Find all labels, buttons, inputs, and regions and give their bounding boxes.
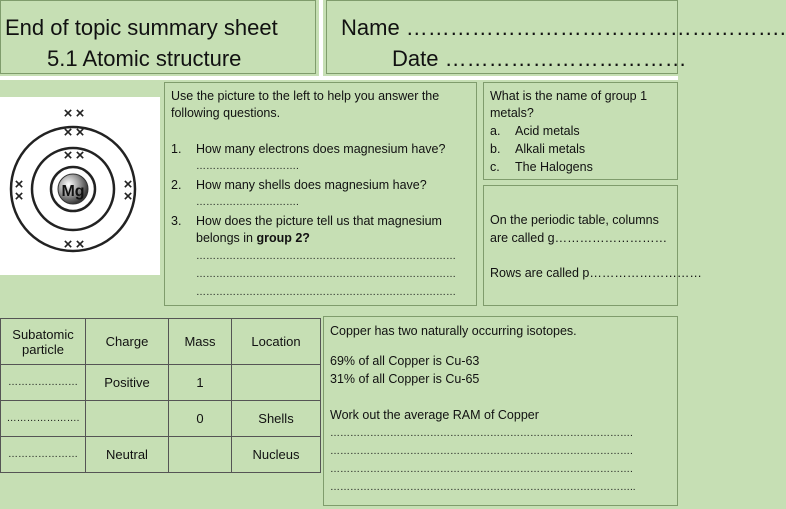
- atom-svg: [0, 97, 160, 275]
- electron: ×: [75, 105, 85, 122]
- cell-mass: 1: [169, 365, 232, 401]
- copper-isotopes-box: [323, 316, 678, 506]
- option-c-letter: c.: [490, 160, 500, 174]
- table-header-row: [1, 319, 321, 365]
- electron: ×: [63, 147, 73, 164]
- subatomic-particle-table: [0, 318, 321, 473]
- electron: ×: [63, 236, 73, 253]
- columns-question-line1: On the periodic table, columns: [490, 213, 659, 227]
- header-label: Subatomic particle: [12, 326, 74, 357]
- electron: ×: [123, 188, 133, 205]
- q2-text: How many shells does magnesium have?: [196, 178, 427, 192]
- questions-intro-line1: Use the picture to the left to help you answer the: [171, 89, 440, 103]
- cell-mass: 0: [169, 401, 232, 437]
- copper-answer-line[interactable]: ……………………………………………………………………………….: [330, 428, 633, 439]
- cell-location: Shells: [232, 401, 321, 437]
- periodic-table-box: [483, 185, 702, 306]
- title-box: [0, 0, 316, 74]
- header-location: Location: [232, 319, 321, 365]
- electron: ×: [75, 147, 85, 164]
- cell-charge: Neutral: [86, 437, 169, 473]
- table-row: [1, 437, 321, 473]
- option-c-text[interactable]: The Halogens: [515, 160, 593, 174]
- q1-answer-line[interactable]: ………………………….: [196, 161, 299, 172]
- questions-intro-line2: following questions.: [171, 106, 281, 120]
- cell-mass[interactable]: [169, 437, 232, 473]
- copper-isotope-1: 69% of all Copper is Cu-63: [330, 354, 480, 368]
- separator-top: [0, 76, 678, 80]
- name-date-box: [326, 0, 786, 74]
- nucleus-label: Mg: [61, 183, 85, 200]
- q1-text: How many electrons does magnesium have?: [196, 142, 446, 156]
- electron: ×: [63, 105, 73, 122]
- cell-charge[interactable]: [86, 401, 169, 437]
- q2-answer-line[interactable]: ………………………….: [196, 197, 299, 208]
- cell-particle[interactable]: …………………: [1, 365, 86, 401]
- copper-isotope-2: 31% of all Copper is Cu-65: [330, 372, 480, 386]
- copper-answer-line[interactable]: ……………………………………………………………………………….: [330, 446, 633, 457]
- q3-answer-line[interactable]: ……………………………………………………………………: [196, 269, 456, 280]
- group1-question-line2: metals?: [490, 106, 534, 120]
- date-field[interactable]: Date ……………………………: [392, 46, 687, 71]
- columns-question-line2[interactable]: are called g………………………: [490, 231, 668, 245]
- cell-location: Nucleus: [232, 437, 321, 473]
- option-b-text[interactable]: Alkali metals: [515, 142, 586, 156]
- name-field[interactable]: Name …………………………………………….: [341, 15, 786, 40]
- copper-task: Work out the average RAM of Copper: [330, 408, 539, 422]
- option-a-text[interactable]: Acid metals: [515, 124, 580, 138]
- magnesium-atom-diagram: [0, 97, 160, 275]
- topic-title: 5.1 Atomic structure: [47, 46, 242, 71]
- q3-answer-line[interactable]: ……………………………………………………………………: [196, 251, 456, 262]
- page-title: End of topic summary sheet: [5, 15, 278, 40]
- header-subatomic-particle: [1, 319, 86, 365]
- q3-answer-line[interactable]: ……………………………………………………………………: [196, 287, 456, 298]
- cell-location[interactable]: [232, 365, 321, 401]
- electron: ×: [123, 176, 133, 193]
- electron: ×: [75, 236, 85, 253]
- table-row: [1, 365, 321, 401]
- copper-answer-line[interactable]: ………………………………………………………………………………..: [330, 482, 636, 493]
- group1-question-line1: What is the name of group 1: [490, 89, 648, 103]
- electron: ×: [14, 188, 24, 205]
- option-a-letter: a.: [490, 124, 501, 138]
- q3-number: 3.: [171, 214, 182, 228]
- rows-question[interactable]: Rows are called p………………………: [490, 266, 702, 280]
- q1-number: 1.: [171, 142, 182, 156]
- electron: ×: [14, 176, 24, 193]
- electron: ×: [63, 124, 73, 141]
- separator-vertical: [319, 0, 323, 80]
- q3-text-bold: group 2?: [256, 231, 310, 245]
- q3-text-prefix: belongs in: [196, 231, 257, 245]
- cell-particle[interactable]: …………………: [1, 437, 86, 473]
- group1-question-box: [483, 82, 678, 180]
- copper-answer-line[interactable]: ……………………………………………………………………………….: [330, 464, 633, 475]
- electron: ×: [75, 124, 85, 141]
- cell-particle[interactable]: ………………….: [1, 401, 86, 437]
- option-b-letter: b.: [490, 142, 501, 156]
- questions-box: [164, 82, 477, 306]
- cell-charge: Positive: [86, 365, 169, 401]
- q3-text-line2: [196, 230, 310, 247]
- q3-text-line1: How does the picture tell us that magnesium: [196, 214, 442, 228]
- table-row: [1, 401, 321, 437]
- copper-intro: Copper has two naturally occurring isotopes.: [330, 324, 577, 338]
- header-charge: Charge: [86, 319, 169, 365]
- q2-number: 2.: [171, 178, 182, 192]
- header-mass: Mass: [169, 319, 232, 365]
